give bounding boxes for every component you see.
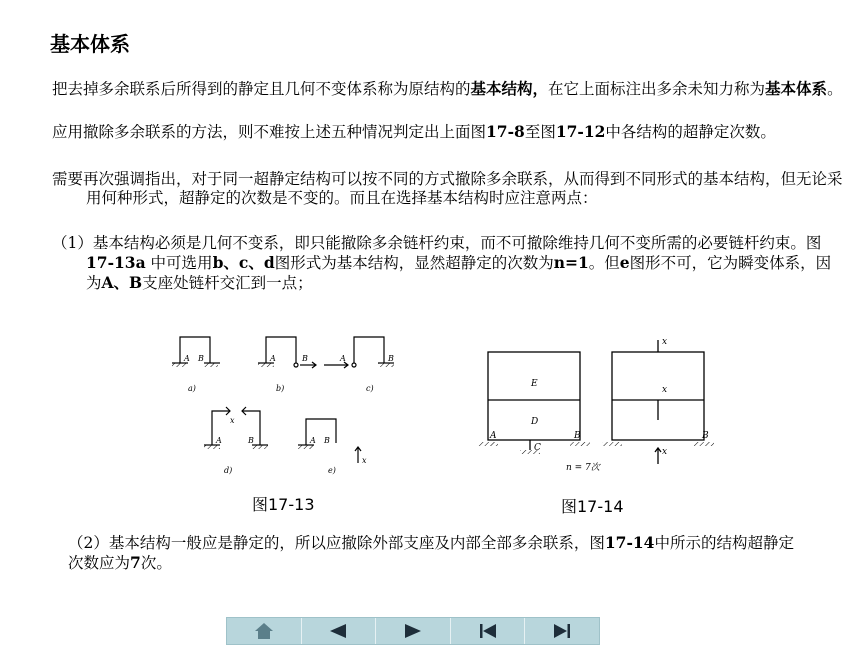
svg-text:A: A bbox=[270, 354, 276, 363]
page-title: 基本体系 bbox=[50, 32, 130, 56]
figure-17-13-caption: 图17-13 bbox=[252, 495, 315, 514]
svg-text:A: A bbox=[184, 354, 190, 363]
svg-text:B: B bbox=[302, 354, 308, 363]
paragraph-application: 应用撤除多余联系的方法，则不难按上述五种情况判定出上面图17-8至图17-12中各结构的超静定次数。 bbox=[52, 122, 776, 141]
svg-text:B: B bbox=[248, 436, 254, 445]
first-icon bbox=[478, 623, 498, 639]
first-slide-button[interactable] bbox=[451, 618, 526, 644]
svg-text:x: x bbox=[362, 456, 367, 465]
svg-text:B: B bbox=[702, 431, 709, 441]
svg-text:A: A bbox=[340, 354, 346, 363]
figure-17-13-drawing bbox=[158, 323, 440, 483]
paragraph-emphasis: 需要再次强调指出，对于同一超静定结构可以按不同的方式撤除多余联系，从而得到不同形式的基本结构，但无论采用何种形式，超静定的次数是不变的。而且在选择基本结构时应注意两点： bbox=[52, 170, 843, 207]
figure-17-14 bbox=[476, 330, 716, 480]
svg-text:d): d) bbox=[224, 466, 233, 475]
previous-slide-button[interactable] bbox=[302, 618, 377, 644]
svg-text:x: x bbox=[662, 447, 668, 457]
last-icon bbox=[552, 623, 572, 639]
svg-text:B: B bbox=[574, 431, 581, 441]
svg-text:C: C bbox=[534, 443, 541, 453]
svg-text:A: A bbox=[310, 436, 316, 445]
svg-text:x: x bbox=[662, 337, 668, 347]
svg-text:A: A bbox=[490, 431, 497, 441]
svg-text:a): a) bbox=[188, 384, 196, 393]
svg-text:E: E bbox=[531, 379, 538, 389]
svg-text:B: B bbox=[388, 354, 394, 363]
home-button[interactable] bbox=[227, 618, 302, 644]
next-slide-button[interactable] bbox=[376, 618, 451, 644]
figure-17-14-caption: 图17-14 bbox=[561, 497, 624, 516]
svg-text:n = 7次: n = 7次 bbox=[566, 463, 600, 473]
svg-text:B: B bbox=[198, 354, 204, 363]
svg-text:x: x bbox=[230, 416, 235, 425]
figure-17-13 bbox=[158, 323, 440, 483]
svg-text:c): c) bbox=[366, 384, 374, 393]
slide-navigation-bar bbox=[226, 617, 600, 645]
paragraph-definition: 把去掉多余联系后所得到的静定且几何不变体系称为原结构的基本结构，在它上面标注出多余未知力称为基本体系。 bbox=[52, 79, 843, 98]
next-icon bbox=[403, 623, 423, 639]
svg-text:b): b) bbox=[276, 384, 285, 393]
home-icon bbox=[254, 622, 274, 640]
figure-17-14-drawing bbox=[476, 330, 716, 480]
last-slide-button[interactable] bbox=[525, 618, 599, 644]
svg-text:D: D bbox=[531, 417, 539, 427]
paragraph-point-2: （2）基本结构一般应是静定的，所以应撤除外部支座及内部全部多余联系，图17-14中所示的结构超静定次数应为7次。 bbox=[68, 533, 794, 572]
svg-text:e): e) bbox=[328, 466, 336, 475]
svg-text:A: A bbox=[216, 436, 222, 445]
svg-text:x: x bbox=[662, 385, 668, 395]
paragraph-point-1: （1）基本结构必须是几何不变系，即只能撤除多余链杆约束，而不可撤除维持几何不变所需的必要链杆约束。图17-13a 中可选用b、c、d图形式为基本结构，显然超静定的次数为n=1。但e图形不可，它为瞬变体系，因为A、B支座处链杆交汇到一点； bbox=[52, 234, 832, 292]
prev-icon bbox=[328, 623, 348, 639]
svg-text:B: B bbox=[324, 436, 330, 445]
